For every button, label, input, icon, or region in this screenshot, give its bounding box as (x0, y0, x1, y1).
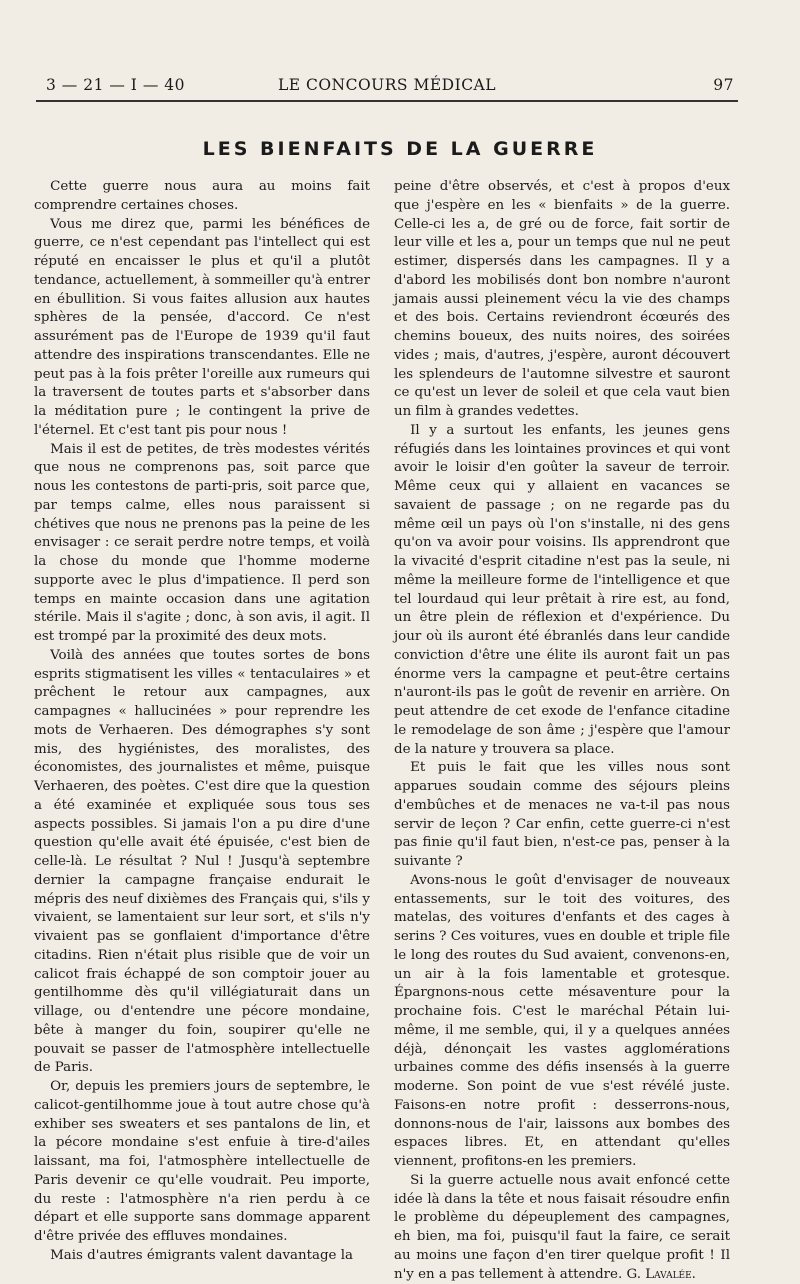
paragraph: Avons-nous le goût d'envisager de nouveaux entassements, sur le toit des voitures, des matelas, des voitures d'enfants et des cages à serins ? Ces voitures, vues en double et triple file le long des routes du Sud avaient, convenons-en, un air à la fois lamentable et grotesque. Épargnons-nous cette mésaventure pour la prochaine fois. C'est le maréchal Pétain lui-même, il me semble, qui, il y a quelques années déjà, dénonçait les vastes agglomérations urbaines comme des défis insensés à la guerre moderne. Son point de vue s'est révélé juste. Faisons-en notre profit : desserrons-nous, donnons-nous de l'air, laissons aux bombes des espaces libres. Et, en attendant qu'elles viennent, profitons-en les premiers. (394, 872, 730, 1169)
paragraph: Et puis le fait que les villes nous sont apparues soudain comme des séjours pleins d'embûches et de menaces ne va-t-il pas nous servir de leçon ? Car enfin, cette guerre-ci n'est pas finie qu'il faut bien, n'est-ce pas, penser à la suivante ? (394, 760, 730, 869)
running-header (36, 74, 738, 102)
author-signature: G. Lavalée. (626, 1266, 696, 1282)
paragraph-text: Si la guerre actuelle nous avait enfoncé cette idée là dans la tête et nous faisait résoudre enfin le problème du dépeuplement des campagnes, eh bien, ma foi, puisqu'il faut la faire, ce serait au moins une façon d'en tirer quelque profit ! Il n'y en a pas tellement à attendre. (394, 1172, 730, 1282)
article-title: LES BIENFAITS DE LA GUERRE (202, 138, 598, 160)
left-column (34, 178, 370, 1266)
paragraph: Voilà des années que toutes sortes de bons esprits stigmatisent les villes « tentaculaires » et prêchent le retour aux campagnes, aux campagnes « hallucinées » pour reprendre les mots de Verhaeren. Des démographes s'y sont mis, des hygiénistes, des moralistes, des économistes, des journalistes et même, puisque Verhaeren, des poètes. C'est dire que la question a été examinée et expliquée sous tous ses aspects possibles. Si jamais l'on a pu dire d'une question qu'elle avait été épuisée, c'est bien de celle-là. Le résultat ? Nul ! Jusqu'à septembre dernier la campagne française endurait le mépris des neuf dixièmes des Français qui, s'ils y vivaient, se lamentaient sur leur sort, et s'ils n'y vivaient pas se gonflaient d'importance d'être citadins. Rien n'était plus risible que de voir un calicot frais échappé de son comptoir jouer au gentilhomme dès qu'il villégiaturait dans un village, ou d'entendre une pécore mondaine, bête à manger du foin, soupirer qu'elle ne pouvait se passer de l'atmosphère intellectuelle de Paris. (34, 647, 371, 1076)
paragraph: Il y a surtout les enfants, les jeunes gens réfugiés dans les lointaines provinces et qui vont avoir le loisir d'en goûter la saveur de terroir. Même ceux qui y allaient en vacances se savaient de passage ; on ne regarde pas du même œil un pays où l'on s'installe, ni des gens qu'on va avoir pour voisins. Ils apprendront que la vivacité d'esprit citadine n'est pas la seule, ni même la meilleure forme de l'intelligence et que tel lourdaud qui leur prêtait à rire est, au fond, un être plein de réflexion et d'expérience. Du jour où ils auront été ébranlés dans leur candide conviction d'être une élite ils auront fait un pas énorme vers la campagne et peut-être certains n'auront-ils pas le goût de revenir en arrière. On peut attendre de cet exode de l'enfance citadine le remodelage de son âme ; j'espère que l'amour de la nature y trouvera sa place. (394, 422, 730, 757)
right-column (394, 178, 730, 1284)
journal-name: LE CONCOURS MÉDICAL (277, 76, 497, 94)
paragraph: Cette guerre nous aura au moins fait comprendre certaines choses. (34, 179, 370, 213)
paragraph: Mais il est de petites, de très modestes vérités que nous ne comprenons pas, soit parce que nous les contestons de parti-pris, soit parce que, par temps calme, elles nous paraissent si chétives que nous ne prenons pas la peine de les envisager : ce serait perdre notre temps, et voilà la chose du monde que l'homme moderne supporte avec le plus d'impatience. Il perd son temps en mainte occasion dans une agitation stérile. Mais il s'agite ; donc, à son avis, il agit. Il est trompé par la proximité des deux mots. (34, 441, 370, 644)
final-paragraph (394, 1172, 730, 1284)
paragraph: peine d'être observés, et c'est à propos d'eux que j'espère en les « bienfaits » de la guerre. Celle-ci les a, de gré ou de force, fait sortir de leur ville et les a, pour un temps que nul ne peut estimer, dispersés dans les campagnes. Il y a d'abord les mobilisés dont bon nombre n'auront jamais aussi pleinement vécu la vie des champs et des bois. Certains reviendront écœurés des chemins boueux, des nuits noires, des soirées vides ; mais, d'autres, j'espère, auront découvert les splendeurs de l'automne silvestre et sauront ce qu'est un lever de soleil et que cela vaut bien un film à grandes vedettes. (394, 179, 730, 419)
paragraph: Mais d'autres émigrants valent davantage la (50, 1247, 354, 1263)
paragraph: Vous me direz que, parmi les bénéfices de guerre, ce n'est cependant pas l'intellect qui est réputé en encaisser le plus et qu'il a plutôt tendance, actuellement, à sommeiller qu'à entrer en ébullition. Si vous faites allusion aux hautes sphères de la pensée, d'accord. Ce n'est assurément pas de l'Europe de 1939 qu'il faut attendre des inspirations transcendantes. Elle ne peut pas à la fois prêter l'oreille aux rumeurs qui la traversent de toutes parts et s'absorber dans la méditation pure ; le contingent la prive de l'éternel. Et c'est tant pis pour nous ! (34, 216, 370, 438)
paragraph: Or, depuis les premiers jours de septembre, le calicot-gentilhomme joue à tout autre chose qu'à exhiber ses sweaters et ses pantalons de lin, et la pécore mondaine s'est enfuie à tire-d'ailes laissant, ma foi, l'atmosphère intellectuelle de Paris devenir ce qu'elle voudrait. Peu importe, du reste : l'atmosphère n'a rien perdu à ce départ et elle supporte sans dommage apparent d'être privée des effluves mondaines. (34, 1079, 370, 1244)
page-number: 97 (713, 76, 734, 94)
issue-date: 3 — 21 — I — 40 (46, 76, 185, 94)
